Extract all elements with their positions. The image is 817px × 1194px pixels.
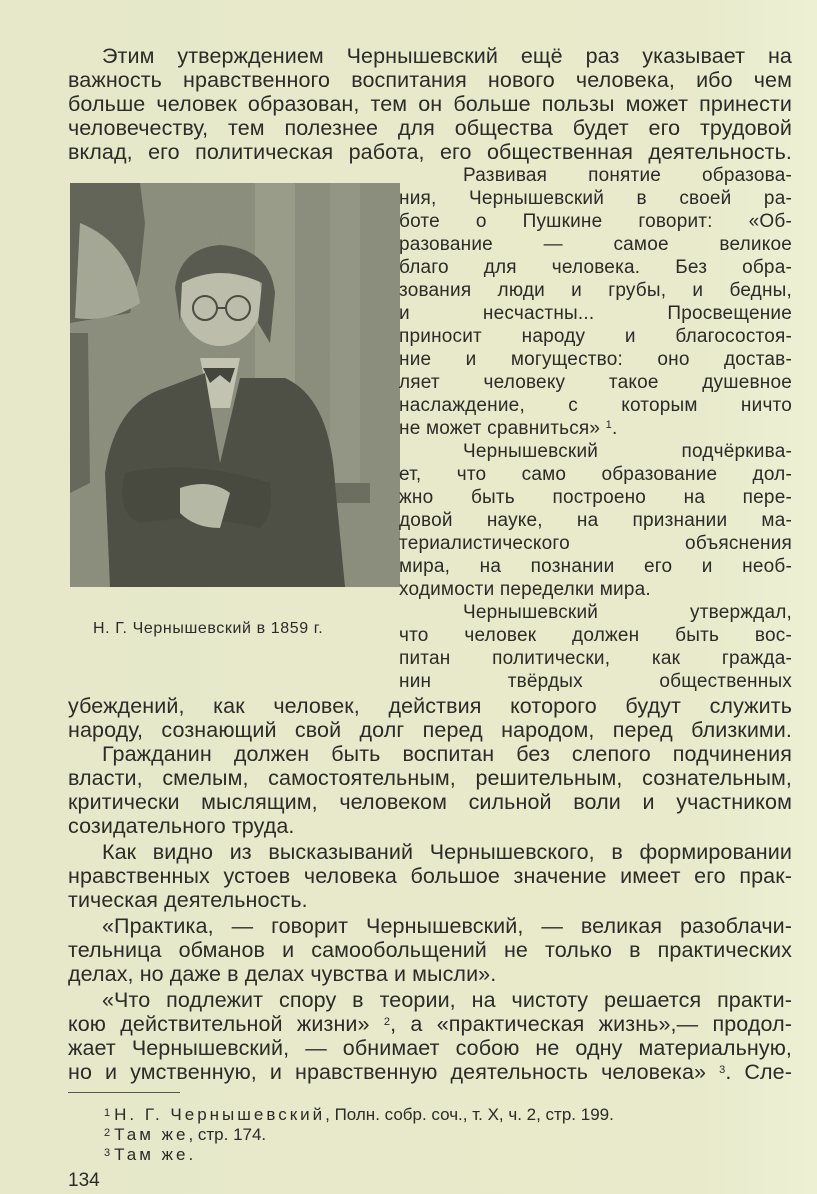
text-line: жно быть построено на пере- bbox=[399, 487, 792, 508]
footnote-author: Там же bbox=[114, 1145, 189, 1164]
footnote-text: . bbox=[188, 1145, 194, 1164]
text-line: Чернышевский подчёркива- bbox=[463, 441, 792, 462]
text-line: нин твёрдых общественных bbox=[399, 671, 792, 692]
text-line: критически мыслящим, человеком сильной воли и участником bbox=[68, 790, 792, 814]
text-line: мира, на познании его и необ- bbox=[399, 556, 792, 577]
text-line: ет, что само образование дол- bbox=[399, 464, 792, 485]
text-line: «Что подлежит спору в теории, на чистоту решается практи- bbox=[102, 988, 792, 1012]
text-line: ния, Чернышевский в своей ра- bbox=[399, 188, 792, 209]
text-line: созидательного труда. bbox=[68, 814, 295, 838]
text-line: народу, сознающий свой долг перед народом, перед близкими. bbox=[68, 718, 792, 742]
text: но и умственную, и нравственную деятельность человека» bbox=[68, 1060, 707, 1084]
footnote bbox=[104, 1143, 193, 1165]
text-line: питан политически, как гражда- bbox=[399, 648, 792, 669]
text-line: зования люди и грубы, и бедны, bbox=[399, 280, 792, 301]
portrait-photo bbox=[70, 183, 400, 587]
text-line: Этим утверждением Чернышевский ещё раз указывает на bbox=[102, 44, 792, 68]
text-line: Как видно из высказываний Чернышевского, в формировании bbox=[102, 840, 792, 864]
text-line: убеждений, как человек, действия которого будут служить bbox=[68, 694, 792, 718]
text-line: и несчастны... Просвещение bbox=[399, 303, 792, 324]
text-line: Чернышевский утверждал, bbox=[463, 602, 792, 623]
footnote-text: , Полн. собр. соч., т. X, ч. 2, стр. 199. bbox=[325, 1105, 614, 1124]
text-line: разование — самое великое bbox=[399, 234, 792, 255]
text-line: жает Чернышевский, — обнимает собою не одну материальную, bbox=[68, 1036, 792, 1060]
footnote-divider bbox=[68, 1092, 180, 1093]
text-line: ляет человеку такое душевное bbox=[399, 372, 792, 393]
text-line: териалистического объяснения bbox=[399, 533, 792, 554]
text-line: вклад, его политическая работа, его общественная деятельность. bbox=[68, 140, 792, 164]
text-line: больше человек образован, тем он больше пользы может принести bbox=[68, 92, 792, 116]
footnote bbox=[104, 1123, 266, 1145]
footnote-author: Н. Г. Чернышевский bbox=[114, 1105, 326, 1124]
text-line: человечеству, тем полезнее для общества будет его трудовой bbox=[68, 116, 792, 140]
text-line bbox=[68, 1012, 792, 1036]
text-line: власти, смелым, самостоятельным, решительным, сознательным, bbox=[68, 766, 792, 790]
text-line: важность нравственного воспитания нового человека, ибо чем bbox=[68, 68, 792, 92]
text-line: нравственных устоев человека большое значение имеет его прак- bbox=[68, 864, 792, 888]
text-line: Развивая понятие образова- bbox=[463, 165, 792, 186]
text-line: Гражданин должен быть воспитан без слепого подчинения bbox=[102, 742, 792, 766]
text-line: приносит народу и благосостоя- bbox=[399, 326, 792, 347]
text: , а «практическая жизнь»,— продол- bbox=[390, 1012, 792, 1036]
text-line: благо для человека. Без обра- bbox=[399, 257, 792, 278]
text: не может сравниться» bbox=[399, 418, 601, 439]
figure-caption: Н. Г. Чернышевский в 1859 г. bbox=[93, 620, 324, 637]
text-line: тельница обманов и самообольщений не только в практических bbox=[68, 938, 792, 962]
footnote-number: 3 bbox=[104, 1147, 111, 1159]
footnote-text: , стр. 174. bbox=[188, 1125, 267, 1144]
footnote-ref[interactable]: 2 bbox=[383, 1016, 391, 1028]
page-number: 134 bbox=[68, 1170, 100, 1191]
text-line: «Практика, — говорит Чернышевский, — великая разоблачи- bbox=[102, 914, 792, 938]
text-line: ние и могущество: оно достав- bbox=[399, 349, 792, 370]
text-line: что человек должен быть вос- bbox=[399, 625, 792, 646]
text-line: довой науке, на признании ма- bbox=[399, 510, 792, 531]
text-line: делах, но даже в делах чувства и мысли». bbox=[68, 962, 497, 986]
text-line: боте о Пушкине говорит: «Об- bbox=[399, 211, 792, 232]
footnote-number: 1 bbox=[104, 1107, 111, 1119]
text-line: тическая деятельность. bbox=[68, 888, 308, 912]
footnote-number: 2 bbox=[104, 1127, 111, 1139]
portrait-illustration bbox=[70, 183, 400, 587]
text-line: ходимости переделки мира. bbox=[399, 579, 651, 600]
footnote-ref[interactable]: 3 bbox=[719, 1064, 726, 1076]
text: . Сле- bbox=[725, 1060, 792, 1084]
text-line bbox=[68, 1060, 792, 1084]
text: кою действительной жизни» bbox=[68, 1012, 370, 1036]
text-line bbox=[399, 417, 792, 441]
text: . bbox=[611, 418, 618, 439]
footnote bbox=[104, 1103, 614, 1125]
footnote-author: Там же bbox=[114, 1125, 189, 1144]
text-line: наслаждение, с которым ничто bbox=[399, 395, 792, 416]
footnote-ref[interactable]: 1 bbox=[605, 419, 612, 431]
